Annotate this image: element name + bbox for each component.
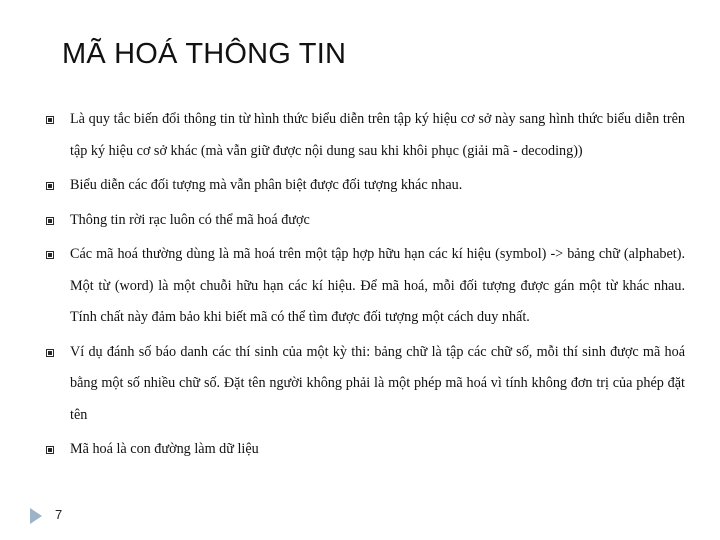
bullet-item	[44, 337, 685, 432]
square-bullet-icon	[46, 349, 54, 357]
bullet-text: Mã hoá là con đường làm dữ liệu	[70, 441, 259, 457]
bullet-item	[44, 170, 685, 202]
bullet-item	[44, 205, 685, 237]
bullet-text: Thông tin rời rạc luôn có thể mã hoá được	[70, 211, 310, 228]
bullet-item	[44, 104, 685, 167]
bullet-text: Biểu diễn các đối tượng mà vẫn phân biệt được đối tượng khác nhau.	[70, 177, 463, 193]
square-bullet-icon	[46, 182, 54, 190]
bullet-text: Ví dụ đánh số báo danh các thí sinh của một kỳ thi: bảng chữ là tập các chữ số, mỗi thí sinh được mã hoá bằng một số nhiều chữ số. Đặt tên người không phải là một phép mã hoá vì tính không đơn trị của phép đặt tên	[70, 343, 685, 423]
bullet-text: Các mã hoá thường dùng là mã hoá trên một tập hợp hữu hạn các kí hiệu (symbol) -> bảng chữ (alphabet). Một từ (word) là một chuỗi hữu hạn các kí hiệu. Để mã hoá, mỗi đối tượng được gán một từ khác nhau. Tính chất này đảm bảo khi biết mã có thể tìm được đối tượng một cách duy nhất.	[70, 246, 685, 325]
triangle-marker-icon	[30, 508, 42, 524]
square-bullet-icon	[46, 116, 54, 124]
bullet-item	[44, 434, 685, 466]
square-bullet-icon	[46, 217, 54, 225]
page-number: 7	[55, 507, 63, 522]
square-bullet-icon	[46, 251, 54, 259]
bullet-list	[44, 104, 685, 469]
bullet-text: Là quy tắc biến đổi thông tin từ hình thức biểu diễn trên tập ký hiệu cơ sở này sang hình thức biểu diễn trên tập ký hiệu cơ sở khác (mà vẫn giữ được nội dung sau khi khôi phục (giải mã - decoding))	[70, 111, 685, 159]
bullet-item	[44, 239, 685, 334]
square-bullet-icon	[46, 446, 54, 454]
slide-title: MÃ HOÁ THÔNG TIN	[62, 38, 347, 70]
